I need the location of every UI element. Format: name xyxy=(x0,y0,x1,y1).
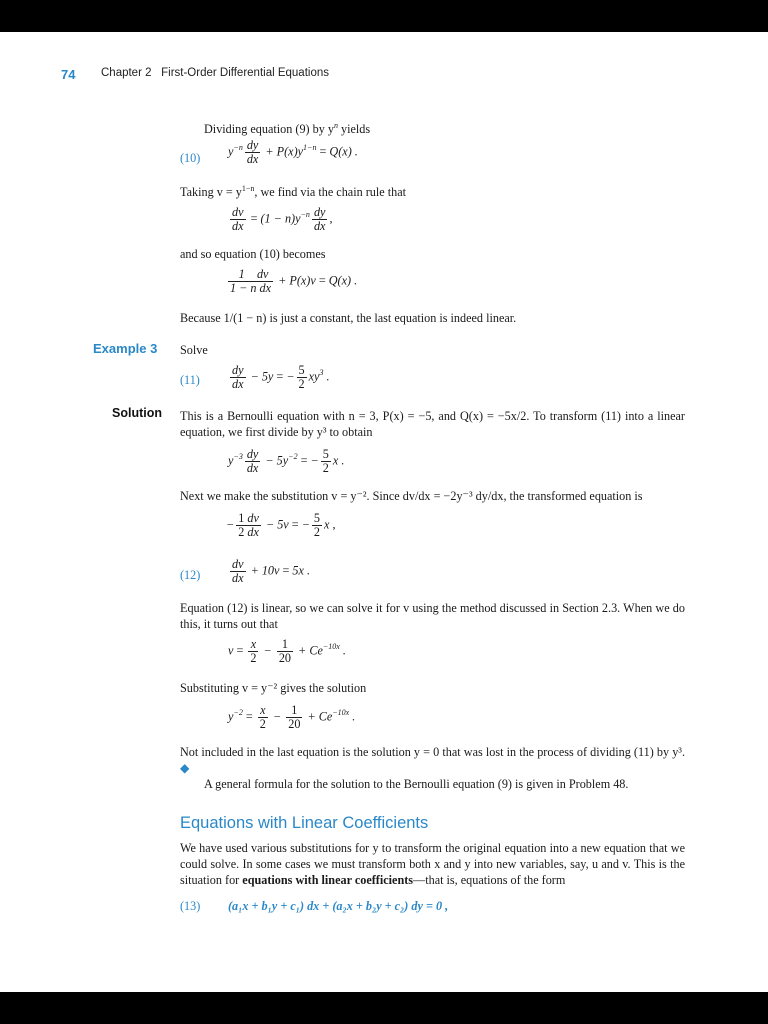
bold-term: equations with linear coefficients xyxy=(242,873,414,887)
text-substitution: Next we make the substitution v = y⁻². Since dv/dx = −2y⁻³ dy/dx, the transformed equation is xyxy=(180,489,643,503)
solution-label: Solution xyxy=(112,406,162,420)
chapter-label: Chapter 2 xyxy=(101,67,152,79)
example-label: Example 3 xyxy=(93,341,158,356)
text-because: Because 1/(1 − n) is just a constant, the last equation is indeed linear. xyxy=(180,311,517,325)
solution-paragraph-1: This is a Bernoulli equation with n = 3, P(x) = −5, and Q(x) = −5x/2. To transform (11) into a linear equation, we first divide by y³ to obtain xyxy=(180,409,685,439)
equation-y-solution: $y^{-2}$ = $\frac{x}{2}$ − $\frac{1}{20}$ + $Ce^{-10x}$ . xyxy=(228,703,356,731)
equation-number-11: (11) xyxy=(180,373,200,387)
text-substituting: Substituting v = y⁻² gives the solution xyxy=(180,681,367,695)
equation-12: $\frac{dv}{dx}$ + 10v = 5x . xyxy=(232,557,311,585)
equation-number-10: (10) xyxy=(180,151,201,165)
textbook-page xyxy=(0,32,768,992)
running-header xyxy=(101,67,329,79)
text-dividing: Dividing equation (9) by $y^n$ yields xyxy=(204,121,371,137)
page-number: 74 xyxy=(61,67,76,82)
equation-v-solution: v = $\frac{x}{2}$ − $\frac{1}{20}$ + $Ce^{-10x}$ . xyxy=(228,637,346,665)
section-heading: Equations with Linear Coefficients xyxy=(180,814,429,832)
text-general-formula: A general formula for the solution to the Bernoulli equation (9) is given in Problem 48. xyxy=(204,777,629,791)
equation-number-12: (12) xyxy=(180,568,201,582)
section-paragraph: We have used various substitutions for y to transform the original equation into a new equation that we could solve. In some cases we must transform both x and y into new variables, say, u and v. This is the situation for equations with linear coefficients—that is, equations of the form xyxy=(180,841,685,887)
equation-chain-rule: $\frac{dv}{dx}$ = $(1 - n)y^{-n}$ $\frac{dy}{dx}$ , xyxy=(232,205,333,233)
equation-number-13: (13) xyxy=(180,899,201,913)
chapter-title: First-Order Differential Equations xyxy=(161,67,329,79)
equation-divided: $y^{-3}$ $\frac{dy}{dx}$ − $5y^{-2}$ = − $\frac{5}{2}$ x . xyxy=(228,447,345,475)
equation-11: $\frac{dy}{dx}$ − 5y = − $\frac{5}{2}$ $xy^3$ . xyxy=(232,363,330,391)
equation-13: (a₁x + b₁y + c₁) dx + (a₂x + b₂y + c₂) dy = 0 , xyxy=(228,899,449,913)
equation-10: $y^{-n}$ $\frac{dy}{dx}$ + $P(x)y^{1-n} = Q(x)$ . xyxy=(228,138,358,166)
text-taking: Taking $v = y^{1-n}$, we find via the chain rule that xyxy=(180,184,407,200)
equation-linear-v: $\frac{1 dv}{\text{1 − n dx}}$ + P(x)v = Q(x) . xyxy=(230,267,358,295)
text-so-equation: and so equation (10) becomes xyxy=(180,247,326,261)
solution-paragraph-12: Equation (12) is linear, so we can solve it for v using the method discussed in Section 2.3. When we do this, it turns out that xyxy=(180,601,685,631)
equation-transformed: − $\frac{1 dv}{2 dx}$ − 5v = − $\frac{5}{2}$ x , xyxy=(226,511,336,539)
solution-not-included: Not included in the last equation is the solution y = 0 that was lost in the process of dividing (11) by y³. ◆ xyxy=(180,745,685,775)
end-of-example-diamond-icon: ◆ xyxy=(180,761,190,775)
text-solve: Solve xyxy=(180,343,208,357)
